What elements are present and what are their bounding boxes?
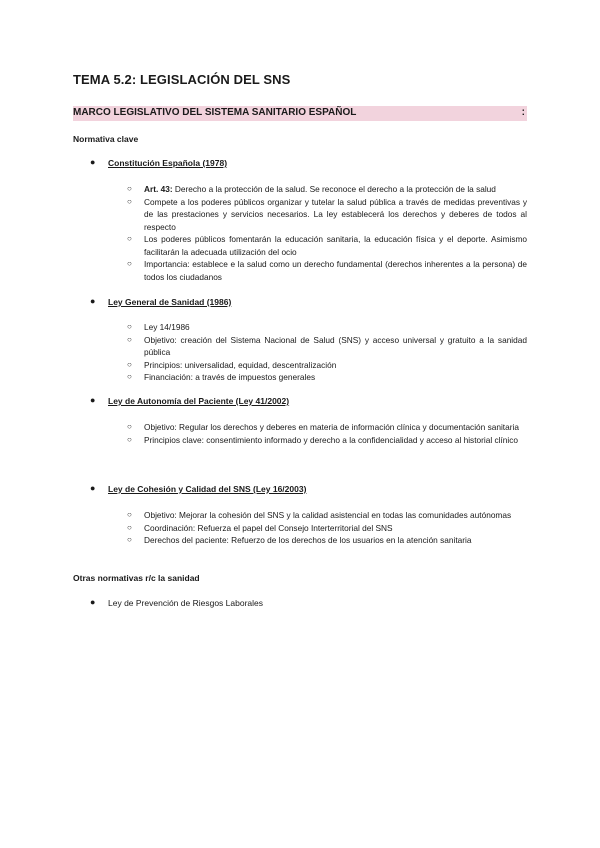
law-title: Ley de Autonomía del Paciente (Ley 41/2002) [108,396,290,406]
page-title: TEMA 5.2: LEGISLACIÓN DEL SNS [73,72,291,87]
circle-bullet-icon: ○ [127,259,132,268]
item-text: Principios: universalidad, equidad, descentralización [144,359,337,370]
circle-bullet-icon: ○ [127,372,132,381]
circle-bullet-icon: ○ [127,334,132,344]
law-items [127,321,527,384]
bullet-icon: ● [90,597,96,607]
bullet-icon: ● [90,296,96,306]
item-text: Compete a los poderes públicos organizar y tutelar la salud pública a través de medidas preventivas y de las prestaciones y servicios necesarios. La ley establecerá los derechos y deberes de todos al respecto [144,196,527,232]
circle-bullet-icon: ○ [127,184,132,193]
list-item [127,334,527,359]
circle-bullet-icon: ○ [127,196,132,206]
circle-bullet-icon: ○ [127,322,132,331]
law-items [127,183,527,283]
list-item [127,534,527,547]
law-items [127,509,527,547]
list-item [127,321,527,334]
law-title: Constitución Española (1978) [108,158,228,168]
list-item [127,522,527,535]
item-text: Principios clave: consentimiento informado y derecho a la confidencialidad y acceso al historial clínico [144,434,519,445]
item-text: Los poderes públicos fomentarán la educación sanitaria, la educación física y el deporte. Asimismo facilitarán la adecuada utilización del ocio [144,234,527,257]
otras-heading: Otras normativas r/c la sanidad [73,573,200,583]
item-text: Derecho a la protección de la salud. Se reconoce el derecho a la protección de la salud [172,184,496,194]
bullet-icon: ● [90,483,96,493]
list-item [127,196,527,234]
section-header [73,106,527,121]
list-item [127,509,527,522]
list-item [127,421,527,434]
circle-bullet-icon: ○ [127,234,132,243]
normativa-heading: Normativa clave [73,134,139,144]
circle-bullet-icon: ○ [127,522,132,532]
otras-item-label: Ley de Prevención de Riesgos Laborales [108,598,263,608]
section-header-label: MARCO LEGISLATIVO DEL SISTEMA SANITARIO ESPAÑOL [73,107,357,118]
list-item [127,183,527,196]
bullet-icon: ● [90,157,96,167]
list-item [127,233,527,258]
item-text: Importancia: establece e la salud como un derecho fundamental (derechos inherentes a la persona) de todos los ciudadanos [144,259,527,282]
item-text: Financiación: a través de impuestos generales [144,372,316,382]
circle-bullet-icon: ○ [127,434,132,444]
circle-bullet-icon: ○ [127,359,132,369]
circle-bullet-icon: ○ [127,510,132,519]
item-text: Ley 14/1986 [144,322,190,332]
list-item [127,371,527,384]
section-header-colon: : [521,107,525,118]
list-item [127,359,527,372]
law-title: Ley General de Sanidad (1986) [108,297,232,307]
list-item [127,434,527,447]
item-text: Objetivo: Regular los derechos y deberes en materia de información clínica y documentación sanitaria [144,422,519,432]
law-items [127,421,527,446]
item-text: Objetivo: creación del Sistema Nacional de Salud (SNS) y acceso universal y gratuito a la sanidad pública [144,334,527,357]
circle-bullet-icon: ○ [127,422,132,431]
bullet-icon: ● [90,395,96,405]
item-text: Derechos del paciente: Refuerzo de los derechos de los usuarios en la atención sanitaria [144,535,472,545]
list-item [127,258,527,283]
item-bold-label: Art. 43: [144,184,173,194]
circle-bullet-icon: ○ [127,535,132,544]
law-title: Ley de Cohesión y Calidad del SNS (Ley 16/2003) [108,484,307,494]
item-text: Coordinación: Refuerza el papel del Consejo Interterritorial del SNS [144,522,393,533]
item-text: Objetivo: Mejorar la cohesión del SNS y la calidad asistencial en todas las comunidades autónomas [144,510,512,520]
